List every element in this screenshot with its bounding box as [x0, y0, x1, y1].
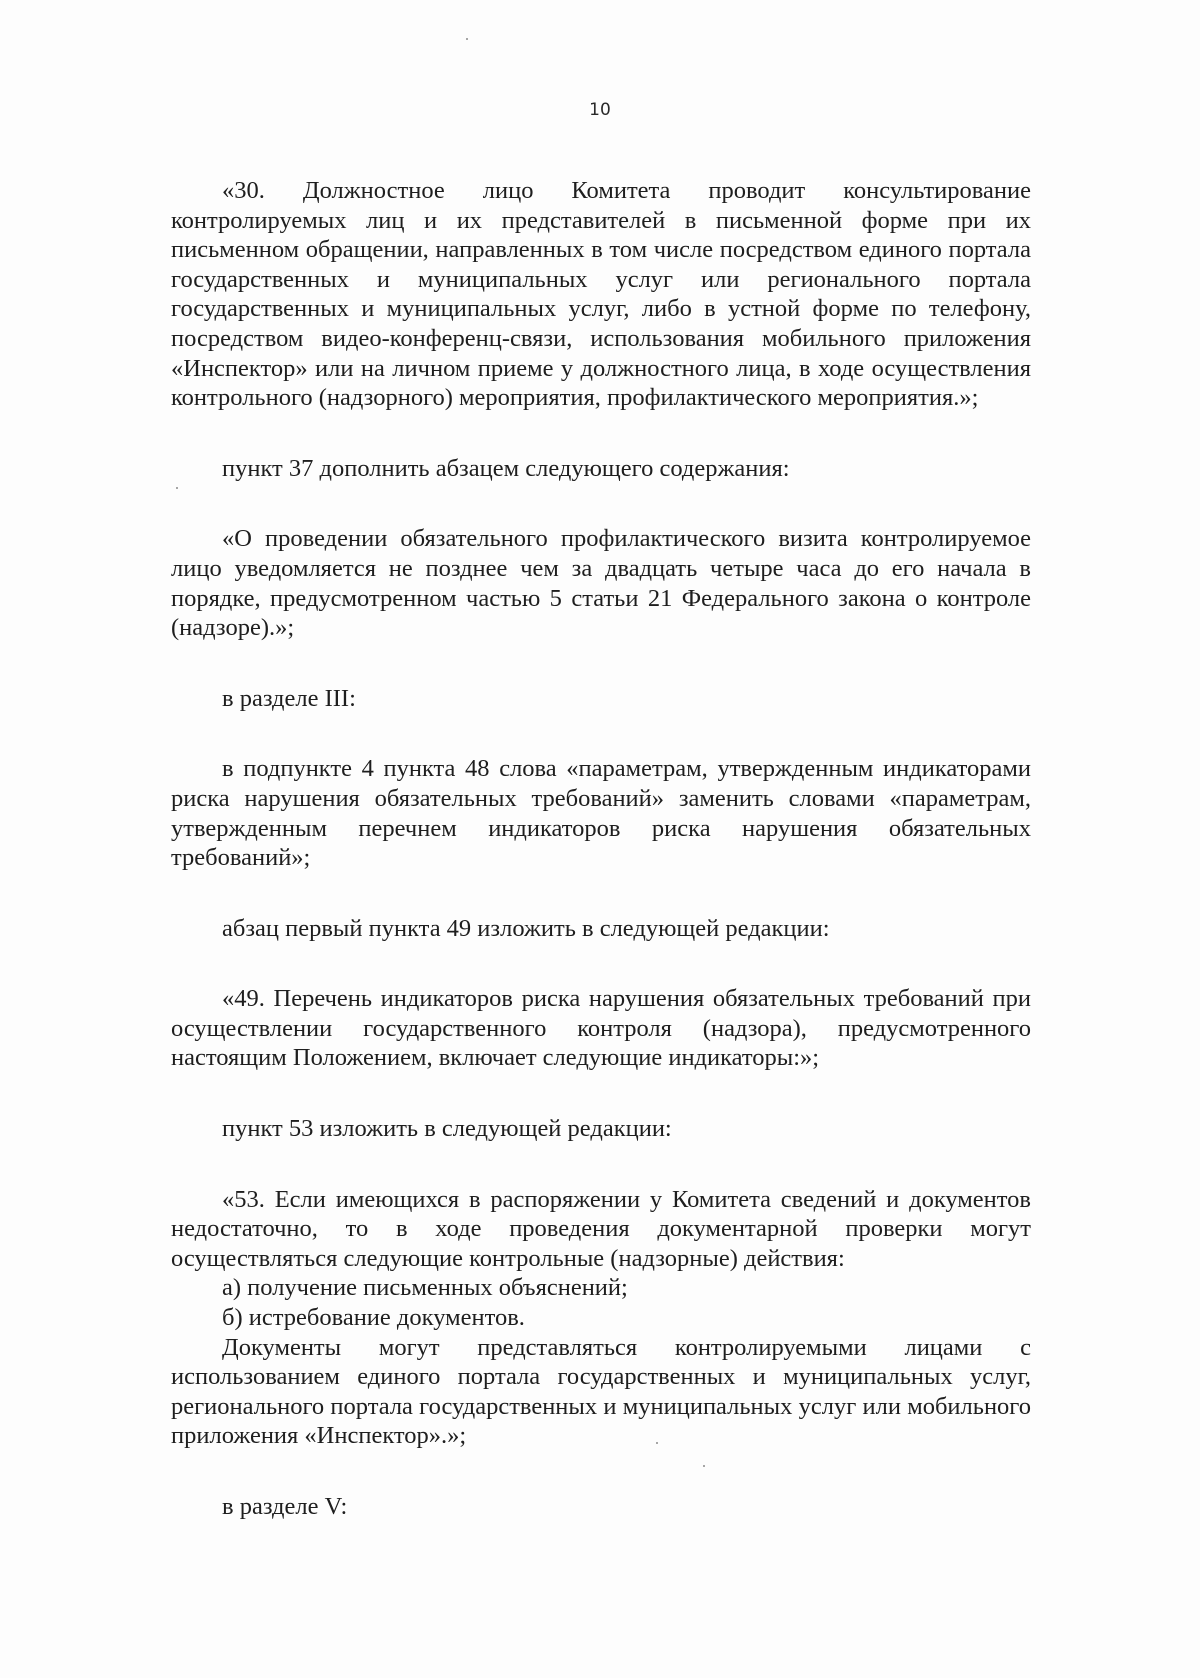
paragraph-30: «30. Должностное лицо Комитета проводит консультирование контролируемых лиц и их представителей в письменной форме при их письменном обращении, направленных в том числе посредством единого портала государственных и муниципальных услуг или регионального портала государственных и муниципальных услуг, либо в устной форме по телефону, посредством видео-конференц-связи, использования мобильного приложения «Инспектор» или на личном приеме у должностного лица, в ходе осуществления контрольного (надзорного) мероприятия, профилактического мероприятия.»;: [171, 177, 1031, 412]
document-body: [171, 176, 1031, 1522]
paragraph-section-5: в разделе V:: [222, 1493, 348, 1520]
paragraph-49: «49. Перечень индикаторов риска нарушения обязательных требований при осуществлении государственного контроля (надзора), предусмотренного настоящим Положением, включает следующие индикаторы:»;: [171, 985, 1031, 1072]
paragraph-53-documents: Документы могут представляться контролируемыми лицами с использованием единого портала государственных и муниципальных услуг, регионального портала государственных и муниципальных услуг или мобильного приложения «Инспектор».»;: [171, 1333, 1031, 1450]
paragraph-amend-53: пункт 53 изложить в следующей редакции:: [222, 1115, 672, 1143]
paragraph-amend-49: абзац первый пункта 49 изложить в следующей редакции:: [222, 914, 830, 942]
paragraph-amend-48: в подпункте 4 пункта 48 слова «параметрам, утвержденным индикаторами риска нарушения обязательных требований» заменить словами «параметрам, утвержденным перечнем индикаторов риска нарушения обязательных требований»;: [171, 755, 1031, 872]
paragraph-amend-37: пункт 37 дополнить абзацем следующего содержания:: [222, 454, 790, 482]
paragraph-53: «53. Если имеющихся в распоряжении у Комитета сведений и документов недостаточно, то в ходе проведения документарной проверки могут осуществляться следующие контрольные (надзорные) действия:: [171, 1185, 1031, 1272]
paragraph-section-3: в разделе III:: [222, 684, 356, 712]
paragraph-visit-notice: «О проведении обязательного профилактического визита контролируемое лицо уведомляется не позднее чем за двадцать четыре часа до его начала в порядке, предусмотренном частью 5 статьи 21 Федерального закона о контроле (надзоре).»;: [171, 525, 1031, 642]
scan-speck: [466, 38, 468, 40]
paragraph-53-item-b: б) истребование документов.: [222, 1304, 525, 1332]
page-number: 10: [589, 100, 611, 120]
paragraph-53-item-a: а) получение письменных объяснений;: [222, 1274, 628, 1302]
